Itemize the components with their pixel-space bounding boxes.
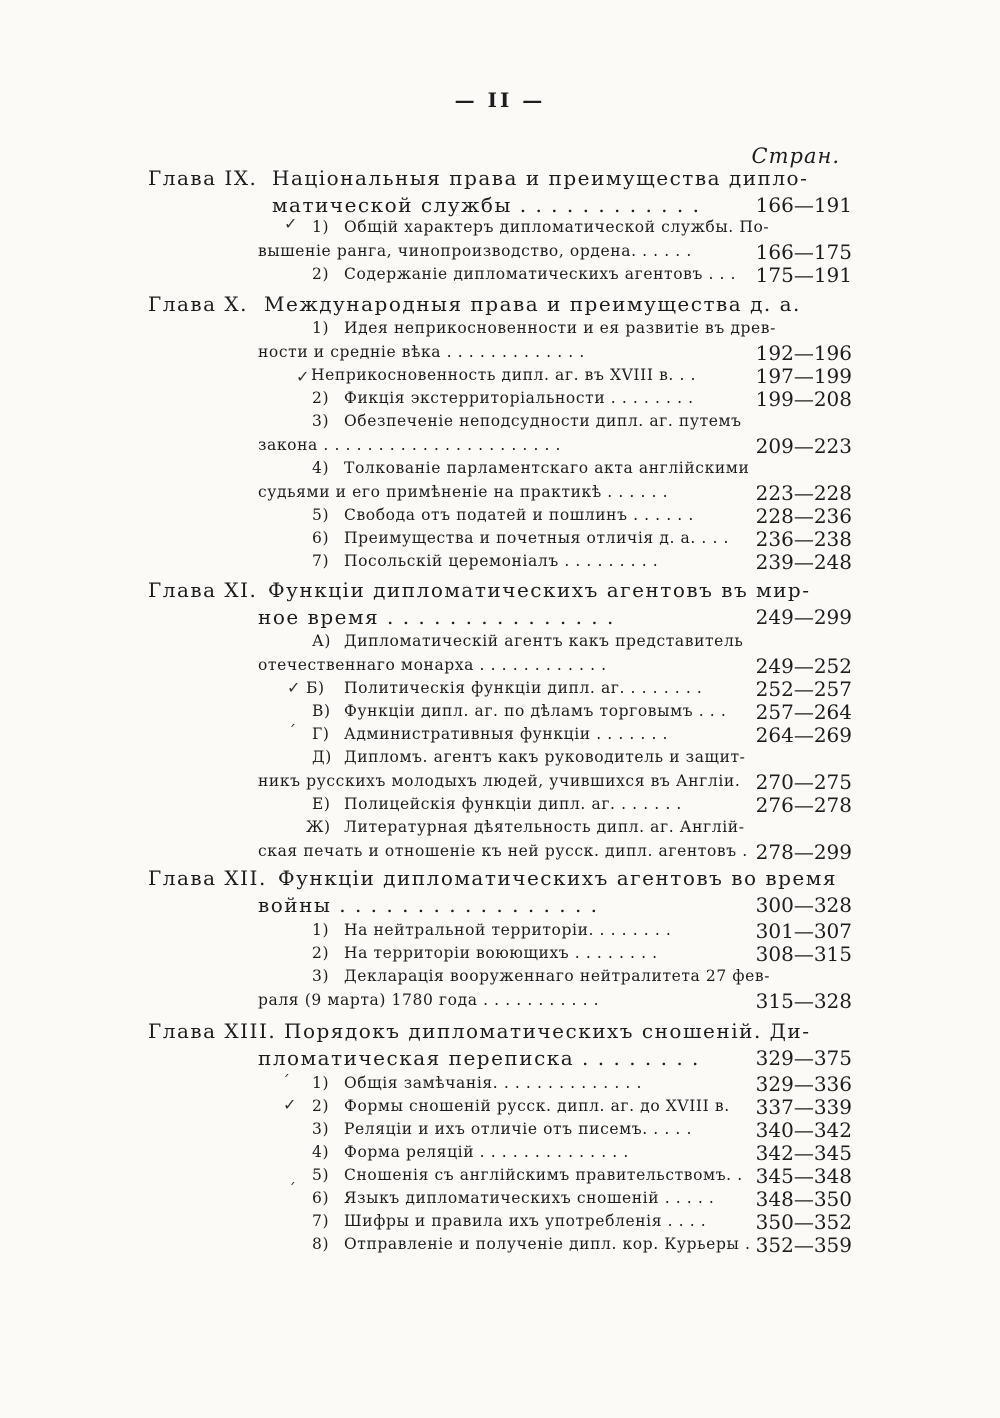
ch10-item1-num: 1) <box>312 319 330 337</box>
ch10-item5-text: Свобода отъ податей и пошлинъ . . . . . . <box>344 506 694 524</box>
ch10-item5-pages: 228—236 <box>755 504 852 528</box>
ch10-item2-text: Фикція экстерриторіальности . . . . . . . . <box>344 389 694 407</box>
ch13-item7-pages: 350—352 <box>755 1210 852 1234</box>
ch10-item3-line1: Обезпеченіе неподсудности дипл. аг. путемъ <box>344 412 742 430</box>
ch11-itemA-line2: отечественнаго монарха . . . . . . . . . . . . <box>258 656 607 674</box>
ch10-item2-num: 2) <box>312 389 330 407</box>
ch13-item7-text: Шифры и правила ихъ употребленія . . . . <box>344 1212 707 1230</box>
ch11-itemE-pages: 276—278 <box>755 793 852 817</box>
chapter-13-title-line2: пломатическая переписка . . . . . . . . <box>258 1046 700 1070</box>
ch13-item4-text: Форма реляцій . . . . . . . . . . . . . . <box>344 1143 629 1161</box>
ch9-item1-pages: 166—175 <box>755 240 852 264</box>
check-mark-icon: ✓ <box>287 678 301 697</box>
chapter-11-label: Глава XI. <box>148 578 258 602</box>
ch13-item5-pages: 345—348 <box>755 1164 852 1188</box>
chapter-9-pages: 166—191 <box>755 193 852 217</box>
ch10-item2-pages: 199—208 <box>755 387 852 411</box>
chapter-11-pages: 249—299 <box>755 605 852 629</box>
tick-mark-icon: ˊ <box>282 1072 290 1091</box>
ch11-itemD-pages: 270—275 <box>755 770 852 794</box>
check-mark-icon: ✓ <box>284 214 298 233</box>
ch11-itemD-line1: Дипломъ. агентъ какъ руководитель и защит- <box>344 748 746 766</box>
chapter-10-label: Глава X. <box>148 292 249 316</box>
ch12-item2-text: На территоріи воюющихъ . . . . . . . . <box>344 944 658 962</box>
ch10-item4-pages: 223—228 <box>755 481 852 505</box>
ch11-itemD-num: Д) <box>312 748 332 766</box>
ch13-item4-pages: 342—345 <box>755 1141 852 1165</box>
ch11-itemG-text: Административныя функціи . . . . . . . <box>344 725 669 743</box>
ch10-item7-num: 7) <box>312 552 330 570</box>
ch13-item6-pages: 348—350 <box>755 1187 852 1211</box>
ch10-item1-line1: Идея неприкосновенности и ея развитіе въ древ- <box>344 319 776 337</box>
ch10-item3-pages: 209—223 <box>755 434 852 458</box>
ch10-item1b-pages: 197—199 <box>755 364 852 388</box>
chapter-12-title-line2: войны . . . . . . . . . . . . . . . . . <box>258 893 599 917</box>
ch10-item3-line2: закона . . . . . . . . . . . . . . . . . . . . . . <box>258 436 562 454</box>
ch12-item1-text: На нейтральной территоріи. . . . . . . . <box>344 921 672 939</box>
chapter-11-title-line1: Функціи дипломатическихъ агентовъ въ мир- <box>268 578 811 602</box>
chapter-11-title-line2: ное время . . . . . . . . . . . . . . . <box>258 605 615 629</box>
ch9-item1-line1: Общій характеръ дипломатической службы. По- <box>344 218 770 236</box>
ch11-itemE-text: Полицейскія функціи дипл. аг. . . . . . . <box>344 795 682 813</box>
ch11-itemD-line2: никъ русскихъ молодыхъ людей, учившихся въ Англіи. <box>258 772 741 790</box>
chapter-12-title-line1: Функціи дипломатическихъ агентовъ во время <box>278 866 837 890</box>
ch11-itemZh-num: Ж) <box>306 818 331 836</box>
ch12-item3-line2: раля (9 марта) 1780 года . . . . . . . . . . . <box>258 991 600 1009</box>
ch10-item1b-text: Неприкосновенность дипл. аг. въ XVIII в. . . <box>311 366 697 384</box>
ch13-item3-num: 3) <box>312 1120 330 1138</box>
ch10-item7-text: Посольскій церемоніалъ . . . . . . . . . <box>344 552 659 570</box>
chapter-9-title-line2: матической службы . . . . . . . . . . . . <box>272 193 701 217</box>
ch10-item7-pages: 239—248 <box>755 550 852 574</box>
check-mark-icon: ✓ <box>283 1095 297 1114</box>
ch13-item8-text: Отправленіе и полученіе дипл. кор. Курьеры . <box>344 1235 751 1253</box>
ch10-item5-num: 5) <box>312 506 330 524</box>
ch12-item1-pages: 301—307 <box>755 919 852 943</box>
ch10-item6-num: 6) <box>312 529 330 547</box>
ch13-item7-num: 7) <box>312 1212 330 1230</box>
ch11-itemB-num: Б) <box>306 679 325 697</box>
chapter-9-label: Глава IX. <box>148 166 258 190</box>
ch13-item2-text: Формы сношеній русск. дипл. аг. до XVIII в. <box>344 1097 730 1115</box>
tick-mark-icon: ˊ <box>288 1180 296 1199</box>
chapter-12-label: Глава XII. <box>148 866 267 890</box>
chapter-13-title-line1: Порядокъ дипломатическихъ сношеній. Ди- <box>284 1019 811 1043</box>
ch11-itemG-num: Г) <box>312 725 330 743</box>
ch12-item3-num: 3) <box>312 967 330 985</box>
chapter-10-title: Международныя права и преимущества д. а. <box>264 292 801 316</box>
page-header: — II — <box>454 88 546 112</box>
ch10-item4-line1: Толкованіе парламентскаго акта англійскими <box>344 459 750 477</box>
ch13-item4-num: 4) <box>312 1143 330 1161</box>
ch11-itemA-pages: 249—252 <box>755 654 852 678</box>
ch10-item1-line2: ности и средніе вѣка . . . . . . . . . . . . . <box>258 343 585 361</box>
ch9-item2-num: 2) <box>312 265 330 283</box>
chapter-12-pages: 300—328 <box>755 893 852 917</box>
ch11-itemA-line1: Дипломатическій агентъ какъ представитель <box>344 632 744 650</box>
ch11-itemB-text: Политическія функціи дипл. аг. . . . . . . . <box>344 679 703 697</box>
ch13-item5-text: Сношенія съ англійскимъ правительствомъ. . <box>344 1166 743 1184</box>
ch10-item6-pages: 236—238 <box>755 527 852 551</box>
ch11-itemB-pages: 252—257 <box>755 677 852 701</box>
ch13-item3-text: Реляціи и ихъ отличіе отъ писемъ. . . . . <box>344 1120 692 1138</box>
ch13-item5-num: 5) <box>312 1166 330 1184</box>
chapter-13-pages: 329—375 <box>755 1046 852 1070</box>
ch13-item6-num: 6) <box>312 1189 330 1207</box>
ch13-item8-num: 8) <box>312 1235 330 1253</box>
ch9-item1-line2: вышеніе ранга, чинопроизводство, ордена. . . . . . <box>258 242 692 260</box>
ch11-itemV-text: Функціи дипл. аг. по дѣламъ торговымъ . . . <box>344 702 727 720</box>
ch9-item2-pages: 175—191 <box>755 263 852 287</box>
check-mark-icon: ✓ <box>296 367 310 386</box>
ch13-item2-num: 2) <box>312 1097 330 1115</box>
ch10-item4-num: 4) <box>312 459 330 477</box>
ch13-item1-pages: 329—336 <box>755 1072 852 1096</box>
ch10-item4-line2: судьями и его примѣненіе на практикѣ . . . . . . <box>258 483 669 501</box>
ch13-item2-pages: 337—339 <box>755 1095 852 1119</box>
ch13-item8-pages: 352—359 <box>755 1233 852 1257</box>
ch13-item1-num: 1) <box>312 1074 330 1092</box>
ch10-item1-pages: 192—196 <box>755 341 852 365</box>
ch11-itemG-pages: 264—269 <box>755 723 852 747</box>
ch13-item6-text: Языкъ дипломатическихъ сношеній . . . . . <box>344 1189 715 1207</box>
ch11-itemZh-line2: ская печать и отношеніе къ ней русск. дипл. агентовъ . <box>258 842 748 860</box>
ch11-itemV-num: В) <box>312 702 331 720</box>
ch11-itemZh-pages: 278—299 <box>755 840 852 864</box>
ch10-item3-num: 3) <box>312 412 330 430</box>
ch9-item1-num: 1) <box>312 218 330 236</box>
chapter-9-title-line1: Національныя права и преимущества дипло- <box>272 166 809 190</box>
column-label-pages: Стран. <box>751 144 840 168</box>
tick-mark-icon: ˊ <box>288 722 296 741</box>
ch11-itemA-num: А) <box>312 632 331 650</box>
ch11-itemE-num: Е) <box>312 795 331 813</box>
ch12-item3-pages: 315—328 <box>755 989 852 1013</box>
ch13-item3-pages: 340—342 <box>755 1118 852 1142</box>
ch12-item2-pages: 308—315 <box>755 942 852 966</box>
ch12-item1-num: 1) <box>312 921 330 939</box>
ch12-item3-line1: Декларація вооруженнаго нейтралитета 27 фев- <box>344 967 771 985</box>
ch13-item1-text: Общія замѣчанія. . . . . . . . . . . . . . <box>344 1074 642 1092</box>
ch12-item2-num: 2) <box>312 944 330 962</box>
ch9-item2-text: Содержаніе дипломатическихъ агентовъ . . . <box>344 265 737 283</box>
ch10-item6-text: Преимущества и почетныя отличія д. а. . . . <box>344 529 730 547</box>
ch11-itemV-pages: 257—264 <box>755 700 852 724</box>
ch11-itemZh-line1: Литературная дѣятельность дипл. аг. Англій- <box>344 818 745 836</box>
chapter-13-label: Глава XIII. <box>148 1019 277 1043</box>
